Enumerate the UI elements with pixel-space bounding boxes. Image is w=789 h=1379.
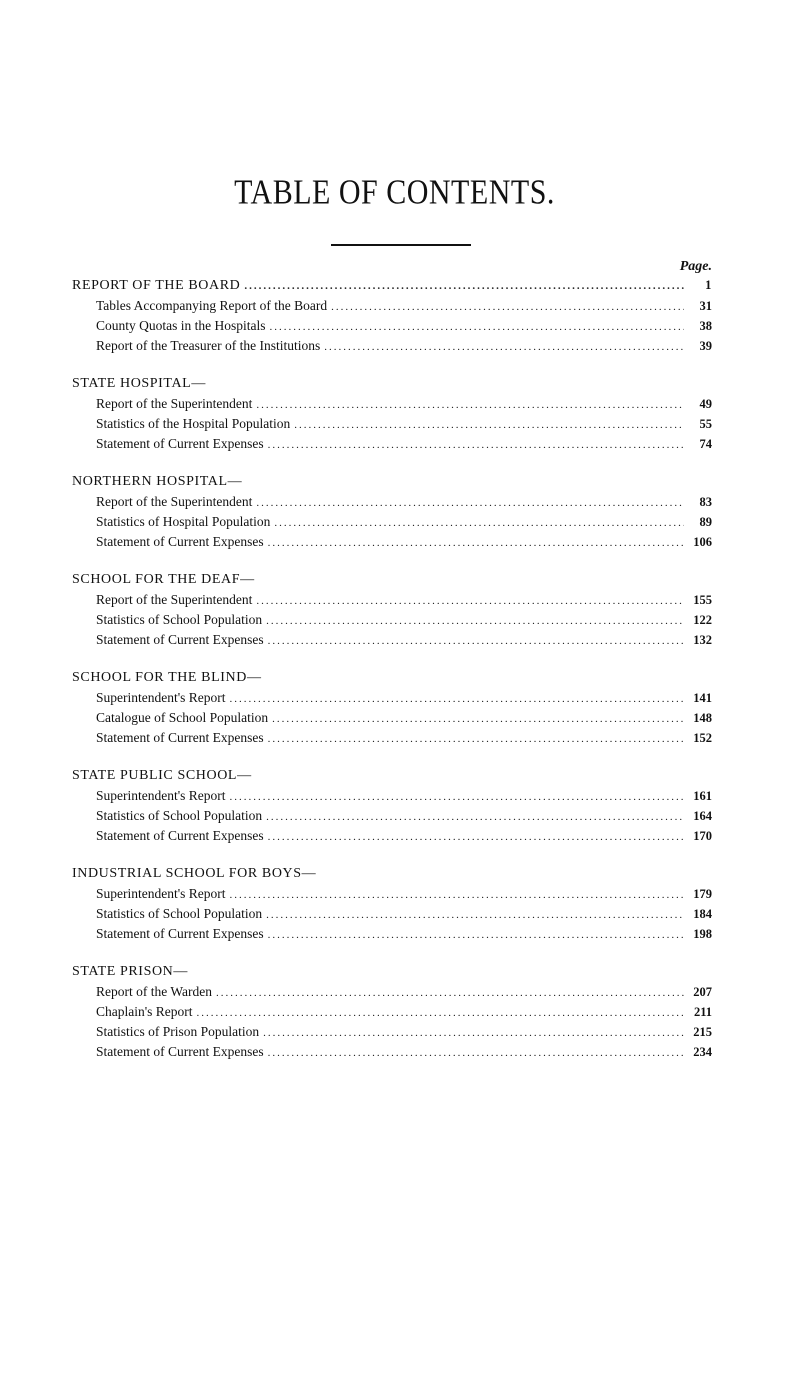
toc-entry bbox=[72, 730, 712, 750]
toc-entry bbox=[72, 690, 712, 710]
toc-entry bbox=[72, 926, 712, 946]
section-heading-row bbox=[72, 670, 712, 690]
page-number: 161 bbox=[693, 789, 712, 803]
entry-label: Report of the Superintendent bbox=[96, 592, 253, 607]
page-number: 215 bbox=[693, 1025, 712, 1039]
section-heading: STATE PRISON— bbox=[72, 964, 188, 979]
toc-entry bbox=[72, 1024, 712, 1044]
toc-entry bbox=[72, 318, 712, 338]
entry-label: Statement of Current Expenses bbox=[96, 1044, 264, 1059]
dot-leader bbox=[244, 280, 684, 292]
toc-entry bbox=[72, 416, 712, 436]
entry-label: Statement of Current Expenses bbox=[96, 632, 264, 647]
page-number: 152 bbox=[693, 731, 712, 745]
page-number: 148 bbox=[693, 711, 712, 725]
dot-leader bbox=[266, 615, 684, 627]
entry-label: Statistics of Prison Population bbox=[96, 1024, 260, 1039]
toc-section bbox=[72, 376, 712, 456]
dot-leader bbox=[256, 595, 684, 607]
page-number: 155 bbox=[693, 593, 712, 607]
page-number: 141 bbox=[693, 691, 712, 705]
dot-leader bbox=[268, 929, 684, 941]
toc-entry bbox=[72, 886, 712, 906]
page-number: 39 bbox=[699, 339, 712, 353]
page-column-label: Page. bbox=[679, 259, 712, 274]
section-heading: REPORT OF THE BOARD bbox=[72, 278, 241, 293]
toc-entry bbox=[72, 534, 712, 554]
page-number: 132 bbox=[693, 633, 712, 647]
dot-leader bbox=[216, 987, 684, 999]
entry-label: Catalogue of School Population bbox=[96, 710, 269, 725]
toc-section bbox=[72, 670, 712, 750]
entry-label: Statistics of Hospital Population bbox=[96, 514, 271, 529]
toc-entry bbox=[72, 612, 712, 632]
page-number: 38 bbox=[699, 319, 712, 333]
page-number: 170 bbox=[693, 829, 712, 843]
entry-label: Statistics of School Population bbox=[96, 612, 263, 627]
dot-leader bbox=[266, 811, 684, 823]
dot-leader bbox=[272, 713, 684, 725]
section-heading-row bbox=[72, 474, 712, 494]
dot-leader bbox=[274, 517, 684, 529]
section-heading-row bbox=[72, 768, 712, 788]
toc-entry bbox=[72, 1004, 712, 1024]
entry-label: Statement of Current Expenses bbox=[96, 926, 264, 941]
page-number: 184 bbox=[693, 907, 712, 921]
entry-label: Statistics of the Hospital Population bbox=[96, 416, 291, 431]
section-heading: STATE PUBLIC SCHOOL— bbox=[72, 768, 252, 783]
entry-label: Statistics of School Population bbox=[96, 808, 263, 823]
toc-entry bbox=[72, 788, 712, 808]
entry-label: Superintendent's Report bbox=[96, 788, 226, 803]
entry-label: Report of the Warden bbox=[96, 984, 213, 999]
entry-label: Chaplain's Report bbox=[96, 1004, 193, 1019]
section-heading-row bbox=[72, 964, 712, 984]
page-number: 106 bbox=[693, 535, 712, 549]
toc-section bbox=[72, 866, 712, 946]
page-number: 207 bbox=[693, 985, 712, 999]
entry-label: Statement of Current Expenses bbox=[96, 436, 264, 451]
toc-section bbox=[72, 572, 712, 652]
section-heading-row bbox=[72, 572, 712, 592]
title-rule bbox=[331, 244, 471, 246]
toc-entry bbox=[72, 298, 712, 318]
dot-leader bbox=[268, 1047, 684, 1059]
entry-label: Statement of Current Expenses bbox=[96, 534, 264, 549]
toc-entry bbox=[72, 514, 712, 534]
toc-entry bbox=[72, 906, 712, 926]
section-heading-row bbox=[72, 376, 712, 396]
page-number: 49 bbox=[699, 397, 712, 411]
toc-entry bbox=[72, 808, 712, 828]
dot-leader bbox=[268, 439, 684, 451]
dot-leader bbox=[263, 1027, 684, 1039]
entry-label: Report of the Superintendent bbox=[96, 494, 253, 509]
toc-entry bbox=[72, 338, 712, 358]
entry-label: Superintendent's Report bbox=[96, 690, 226, 705]
dot-leader bbox=[270, 321, 685, 333]
entry-label: Statistics of School Population bbox=[96, 906, 263, 921]
page-number: 179 bbox=[693, 887, 712, 901]
dot-leader bbox=[331, 301, 684, 313]
dot-leader bbox=[230, 791, 684, 803]
toc-entry bbox=[72, 710, 712, 730]
toc-section bbox=[72, 474, 712, 554]
toc-entry bbox=[72, 984, 712, 1004]
section-heading: NORTHERN HOSPITAL— bbox=[72, 474, 243, 489]
toc-section bbox=[72, 768, 712, 848]
section-heading: SCHOOL FOR THE DEAF— bbox=[72, 572, 255, 587]
page-number: 31 bbox=[699, 299, 712, 313]
page-number: 74 bbox=[699, 437, 712, 451]
page-number: 55 bbox=[699, 417, 712, 431]
table-of-contents bbox=[72, 278, 712, 1082]
toc-entry bbox=[72, 396, 712, 416]
entry-label: Report of the Superintendent bbox=[96, 396, 253, 411]
toc-entry bbox=[72, 1044, 712, 1064]
toc-section bbox=[72, 278, 712, 358]
page-number: 122 bbox=[693, 613, 712, 627]
dot-leader bbox=[268, 635, 684, 647]
toc-entry bbox=[72, 828, 712, 848]
dot-leader bbox=[256, 399, 684, 411]
toc-entry bbox=[72, 494, 712, 514]
page-number: 198 bbox=[693, 927, 712, 941]
dot-leader bbox=[294, 419, 684, 431]
dot-leader bbox=[256, 497, 684, 509]
toc-entry bbox=[72, 592, 712, 612]
entry-label: Report of the Treasurer of the Institutions bbox=[96, 338, 321, 353]
page-number: 211 bbox=[693, 1005, 712, 1019]
entry-label: Tables Accompanying Report of the Board bbox=[96, 298, 328, 313]
section-heading-row bbox=[72, 278, 712, 298]
entry-label: County Quotas in the Hospitals bbox=[96, 318, 266, 333]
page-number: 164 bbox=[693, 809, 712, 823]
section-heading: INDUSTRIAL SCHOOL FOR BOYS— bbox=[72, 866, 317, 881]
section-heading-row bbox=[72, 866, 712, 886]
page-number: 234 bbox=[693, 1045, 712, 1059]
dot-leader bbox=[197, 1007, 684, 1019]
page-title: TABLE OF CONTENTS. bbox=[234, 173, 555, 212]
section-heading: SCHOOL FOR THE BLIND— bbox=[72, 670, 262, 685]
entry-label: Statement of Current Expenses bbox=[96, 730, 264, 745]
dot-leader bbox=[268, 537, 684, 549]
page-number: 1 bbox=[705, 278, 712, 292]
page-number: 83 bbox=[699, 495, 712, 509]
dot-leader bbox=[230, 889, 684, 901]
page-number: 89 bbox=[699, 515, 712, 529]
dot-leader bbox=[266, 909, 684, 921]
entry-label: Superintendent's Report bbox=[96, 886, 226, 901]
section-heading: STATE HOSPITAL— bbox=[72, 376, 206, 391]
toc-entry bbox=[72, 632, 712, 652]
toc-entry bbox=[72, 436, 712, 456]
dot-leader bbox=[268, 733, 684, 745]
entry-label: Statement of Current Expenses bbox=[96, 828, 264, 843]
dot-leader bbox=[268, 831, 684, 843]
dot-leader bbox=[230, 693, 684, 705]
toc-section bbox=[72, 964, 712, 1064]
dot-leader bbox=[324, 341, 684, 353]
